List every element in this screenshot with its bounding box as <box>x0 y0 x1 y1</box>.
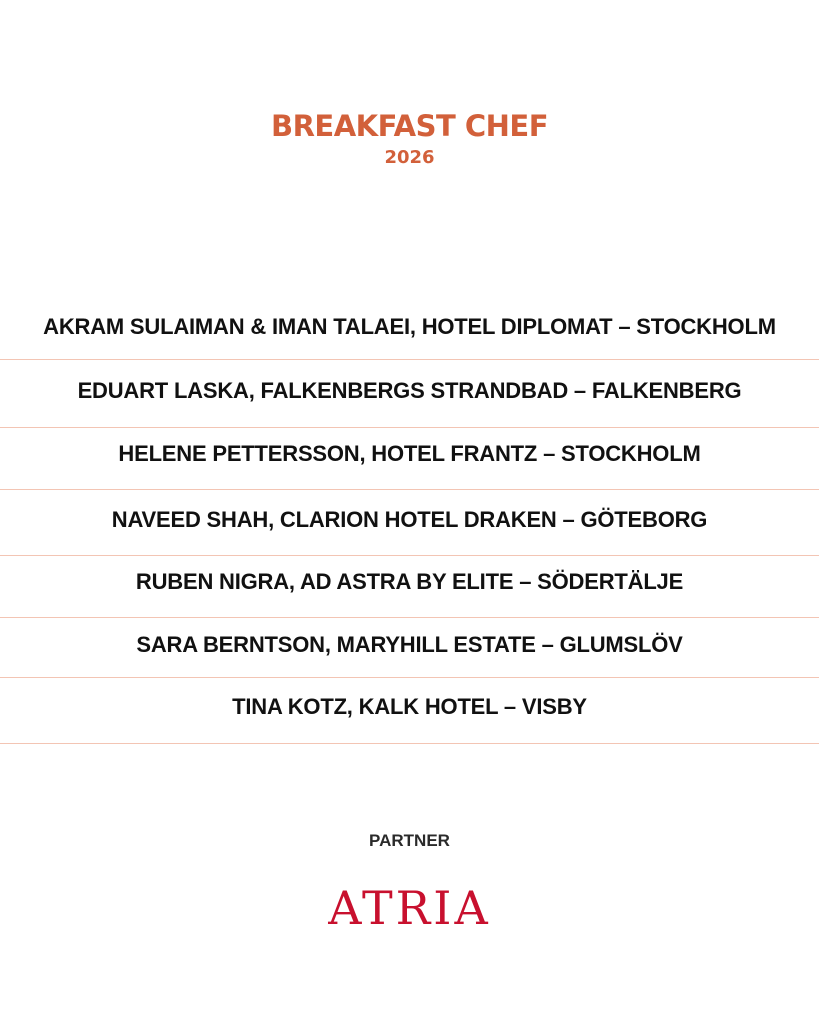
nominee-text: SARA BERNTSON, MARYHILL ESTATE – GLUMSLÖV <box>136 632 683 657</box>
header <box>0 108 819 170</box>
nominee-text: TINA KOTZ, KALK HOTEL – VISBY <box>232 694 587 719</box>
partner-label: PARTNER <box>369 831 450 850</box>
nominee-text: RUBEN NIGRA, AD ASTRA BY ELITE – SÖDERTÄLJE <box>135 569 684 594</box>
nominee-text: EDUART LASKA, FALKENBERGS STRANDBAD – FALKENBERG <box>77 378 742 403</box>
page-year: 2026 <box>384 147 435 168</box>
nominee-row <box>0 618 819 678</box>
nominee-text: HELENE PETTERSSON, HOTEL FRANTZ – STOCKHOLM <box>118 441 701 466</box>
nominee-row <box>0 297 819 360</box>
atria-logo: ATRIA <box>328 881 491 935</box>
page-title: BREAKFAST CHEF <box>270 109 549 143</box>
nominee-row <box>0 678 819 744</box>
nominee-text: NAVEED SHAH, CLARION HOTEL DRAKEN – GÖTEBORG <box>111 507 708 532</box>
nominee-row <box>0 490 819 556</box>
nominee-row <box>0 360 819 428</box>
nominee-row <box>0 556 819 618</box>
nominee-row <box>0 428 819 490</box>
nominee-text: AKRAM SULAIMAN & IMAN TALAEI, HOTEL DIPLOMAT – STOCKHOLM <box>43 314 776 339</box>
